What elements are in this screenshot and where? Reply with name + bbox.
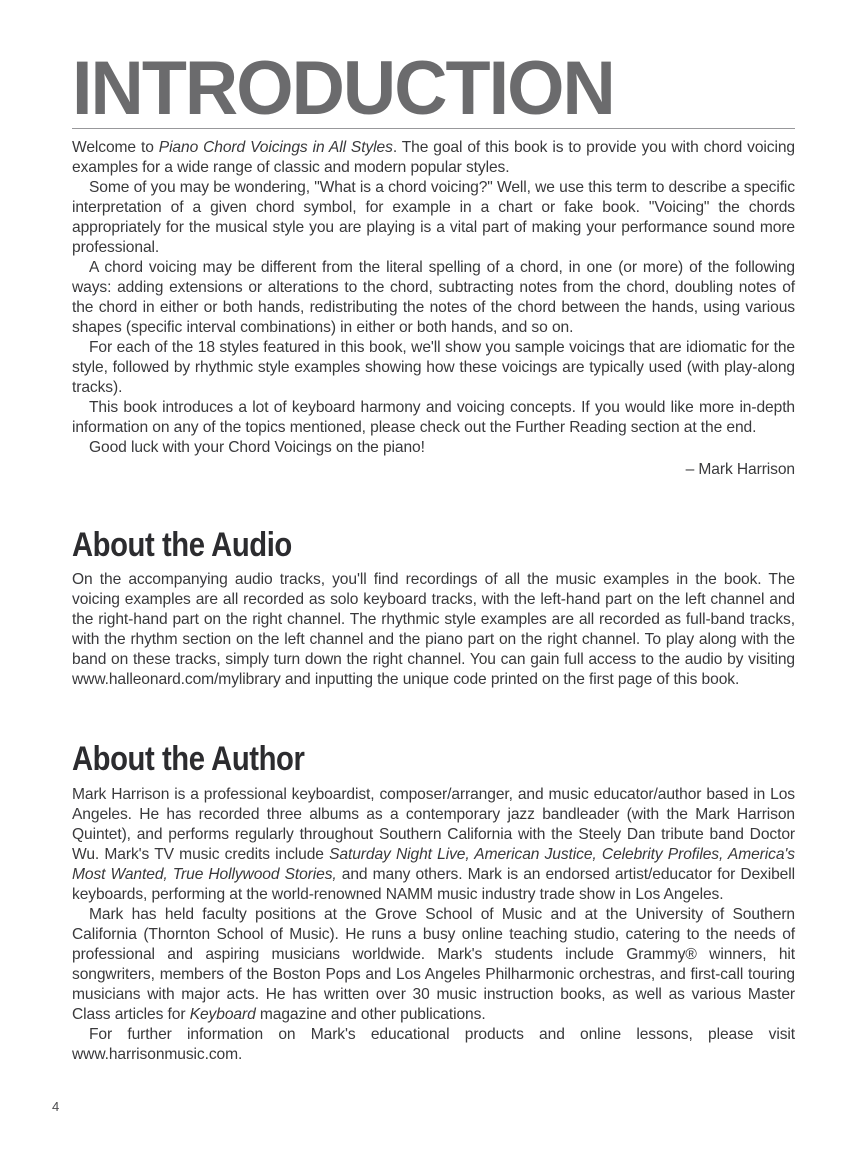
tv-credits-italic: Saturday Night Live, American Justice, Celebrity Profiles, America's Most Wanted, True Hollywood Stories, xyxy=(72,845,795,883)
page-title: INTRODUCTION xyxy=(72,46,614,131)
intro-paragraph-6: Good luck with your Chord Voicings on the piano! xyxy=(89,438,425,456)
about-author-paragraph-1 xyxy=(72,785,795,905)
keyboard-magazine-italic: Keyboard xyxy=(189,1005,256,1023)
about-audio-heading: About the Audio xyxy=(72,525,292,564)
author-p2-pre: Mark has held faculty positions at the Grove School of Music and at the University of Southern California (Thornton School of Music). He runs a busy online teaching studio, catering to the needs of professional and aspiring musicians worldwide. Mark's students include Grammy® winners, hit songwriters, members of the Boston Pops and Los Angeles Philharmonic orchestras, and first-call touring musicians with major acts. He has written over 30 music instruction books, as well as various Master Class articles for xyxy=(72,905,795,1023)
intro-paragraph-2: Some of you may be wondering, "What is a chord voicing?" Well, we use this term to describe a specific interpretation of a given chord symbol, for example in a chart or fake book. "Voicing" the chords appropriately for the musical style you are playing is a vital part of making your performance sound more professional. xyxy=(72,178,795,256)
about-author-heading: About the Author xyxy=(72,740,305,779)
intro-paragraph-3: A chord voicing may be different from the literal spelling of a chord, in one (or more) of the following ways: adding extensions or alterations to the chord, subtracting notes from the chord, doubling notes of the chord in either or both hands, redistributing the notes of the chord between the hands, using various shapes (specific interval combinations) in either or both hands, and so on. xyxy=(72,258,795,336)
intro-paragraph-5: This book introduces a lot of keyboard harmony and voicing concepts. If you would like more in-depth information on any of the topics mentioned, please check out the Further Reading section at the end. xyxy=(72,398,795,436)
author-p2-post: magazine and other publications. xyxy=(255,1005,486,1023)
about-author-paragraph-2 xyxy=(72,905,795,1025)
page-number: 4 xyxy=(52,1099,60,1114)
author-signature: – Mark Harrison xyxy=(685,460,795,478)
about-author-section xyxy=(72,741,795,1064)
about-audio-section xyxy=(72,527,795,690)
intro-paragraph-4: For each of the 18 styles featured in this book, we'll show you sample voicings that are idiomatic for the style, followed by rhythmic style examples showing how these voicings are typically used (with play-along tracks). xyxy=(72,338,795,396)
intro-paragraph-1 xyxy=(72,138,795,178)
page-content xyxy=(72,46,796,1065)
about-audio-paragraph: On the accompanying audio tracks, you'll find recordings of all the music examples in the book. The voicing examples are all recorded as solo keyboard tracks, with the left-hand part on the left channel and the right-hand part on the right channel. The rhythmic style examples are all recorded as full-band tracks, with the rhythm section on the left channel and the piano part on the right channel. To play along with the band on these tracks, simply turn down the right channel. You can gain full access to the audio by visiting www.halleonard.com/mylibrary and inputting the unique code printed on the first page of this book. xyxy=(72,571,795,689)
intro-p1-pre: Welcome to xyxy=(72,138,159,156)
about-author-paragraph-3: For further information on Mark's educational products and online lessons, please visit www.harrisonmusic.com. xyxy=(72,1025,795,1063)
author-p1-post: and many others. Mark is an endorsed artist/educator for Dexibell keyboards, performing at the world-renowned NAMM music industry trade show in Los Angeles. xyxy=(72,865,795,903)
author-p1-pre: Mark Harrison is a professional keyboardist, composer/arranger, and music educator/author based in Los Angeles. He has recorded three albums as a contemporary jazz bandleader (with the Mark Harrison Quintet), and performs regularly throughout Southern California with the Steely Dan tribute band Doctor Wu. Mark's TV music credits include xyxy=(72,785,795,863)
intro-p1-post: . The goal of this book is to provide you with chord voicing examples for a wide range of classic and modern popular styles. xyxy=(72,138,796,176)
book-title-italic: Piano Chord Voicings in All Styles xyxy=(158,138,393,156)
intro-section xyxy=(72,138,795,480)
